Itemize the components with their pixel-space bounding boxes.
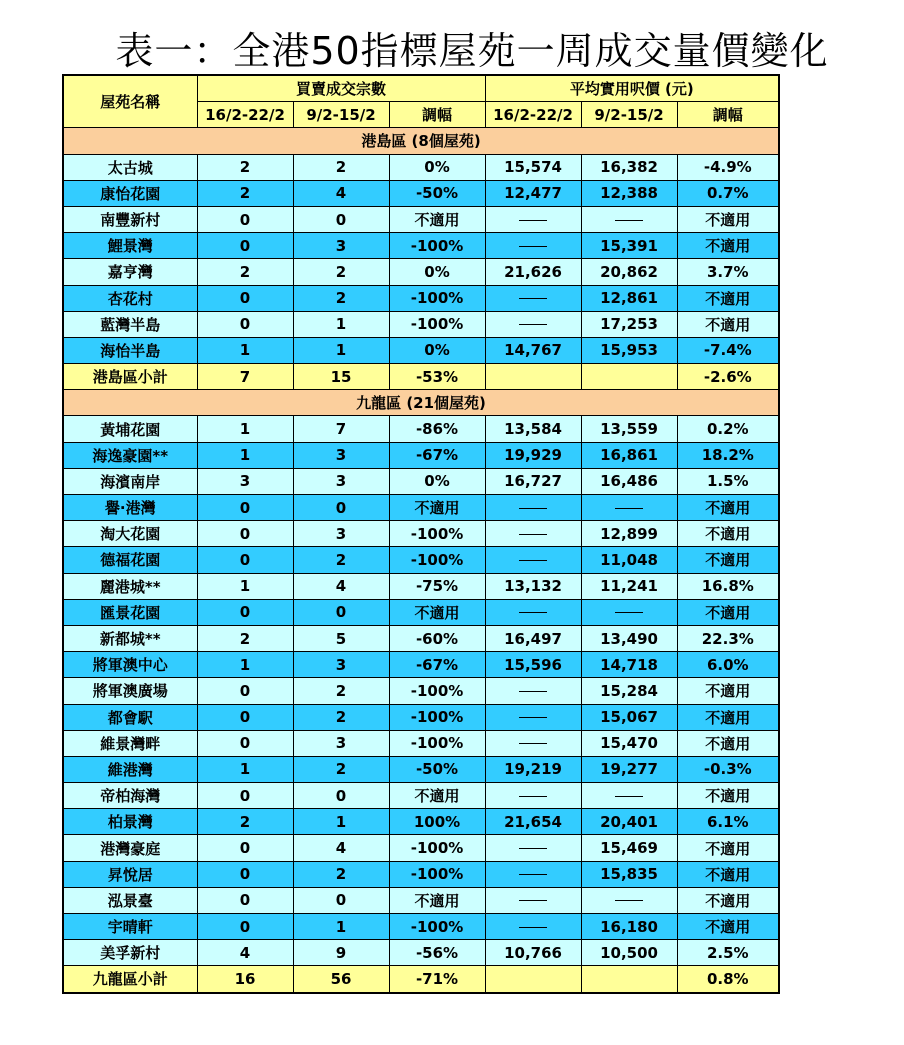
price-period1-cell <box>485 861 581 887</box>
estate-name-cell: 鯉景灣 <box>63 233 197 259</box>
count-period1-cell: 1 <box>197 756 293 782</box>
price-period1-cell <box>485 678 581 704</box>
table-row <box>63 783 779 809</box>
price-change-cell: 0.2% <box>677 416 779 442</box>
subtotal-count-change-cell: -53% <box>389 364 485 390</box>
count-period2-cell: 4 <box>293 180 389 206</box>
price-period1-cell <box>485 233 581 259</box>
table-row <box>63 206 779 232</box>
no-data-dash <box>519 900 547 901</box>
table-row <box>63 678 779 704</box>
price-period1-cell: 16,497 <box>485 625 581 651</box>
count-period2-cell: 3 <box>293 730 389 756</box>
table-row <box>63 311 779 337</box>
price-change-cell: 18.2% <box>677 442 779 468</box>
count-change-cell: 不適用 <box>389 495 485 521</box>
table-row <box>63 416 779 442</box>
table-row <box>63 547 779 573</box>
no-data-dash <box>615 220 643 221</box>
subtotal-estate-name-cell: 九龍區小計 <box>63 966 197 993</box>
estate-name-cell: 匯景花園 <box>63 599 197 625</box>
count-period1-cell: 0 <box>197 547 293 573</box>
subtotal-row <box>63 966 779 993</box>
count-change-cell: -100% <box>389 835 485 861</box>
count-period2-cell: 1 <box>293 311 389 337</box>
table-row <box>63 442 779 468</box>
estate-name-cell: 譽·港灣 <box>63 495 197 521</box>
subtotal-row <box>63 364 779 390</box>
table-row <box>63 180 779 206</box>
price-period1-cell <box>485 547 581 573</box>
count-period1-cell: 0 <box>197 521 293 547</box>
subtotal-price-period2-cell <box>581 364 677 390</box>
count-period1-cell: 1 <box>197 573 293 599</box>
price-period1-cell <box>485 730 581 756</box>
count-period2-cell: 3 <box>293 521 389 547</box>
price-change-cell: 不適用 <box>677 547 779 573</box>
no-data-dash <box>519 612 547 613</box>
estate-name-cell: 海怡半島 <box>63 337 197 363</box>
price-change-cell: 不適用 <box>677 678 779 704</box>
count-period2-cell: 2 <box>293 756 389 782</box>
count-period2-cell: 2 <box>293 154 389 180</box>
no-data-dash <box>615 796 643 797</box>
price-period1-cell <box>485 206 581 232</box>
count-period2-cell: 0 <box>293 495 389 521</box>
count-change-cell: -100% <box>389 704 485 730</box>
no-data-dash <box>615 508 643 509</box>
price-period2-cell: 15,391 <box>581 233 677 259</box>
price-change-cell: 0.7% <box>677 180 779 206</box>
price-period1-cell <box>485 285 581 311</box>
count-period2-cell: 3 <box>293 468 389 494</box>
price-period1-cell: 21,626 <box>485 259 581 285</box>
count-change-cell: -60% <box>389 625 485 651</box>
count-period2-header: 9/2-15/2 <box>293 102 389 128</box>
subtotal-count-period1-cell: 16 <box>197 966 293 993</box>
table-row <box>63 730 779 756</box>
price-period1-cell: 13,584 <box>485 416 581 442</box>
subtotal-price-period2-cell <box>581 966 677 993</box>
price-period1-cell <box>485 521 581 547</box>
price-period1-cell <box>485 835 581 861</box>
count-period1-cell: 1 <box>197 652 293 678</box>
price-change-cell: 2.5% <box>677 940 779 966</box>
price-change-cell: 不適用 <box>677 914 779 940</box>
price-change-cell: 不適用 <box>677 521 779 547</box>
estate-name-cell: 泓景臺 <box>63 887 197 913</box>
price-period2-cell: 16,382 <box>581 154 677 180</box>
price-change-cell: 1.5% <box>677 468 779 494</box>
count-change-cell: -100% <box>389 861 485 887</box>
price-period2-cell: 16,861 <box>581 442 677 468</box>
price-period1-cell: 19,219 <box>485 756 581 782</box>
price-change-cell: 22.3% <box>677 625 779 651</box>
price-period1-cell <box>485 783 581 809</box>
count-change-cell: -50% <box>389 756 485 782</box>
table-row <box>63 468 779 494</box>
subtotal-estate-name-cell: 港島區小計 <box>63 364 197 390</box>
count-change-cell: -100% <box>389 914 485 940</box>
subtotal-count-change-cell: -71% <box>389 966 485 993</box>
subtotal-price-period1-cell <box>485 966 581 993</box>
no-data-dash <box>519 717 547 718</box>
count-period2-cell: 2 <box>293 861 389 887</box>
price-period2-cell: 19,277 <box>581 756 677 782</box>
count-period1-cell: 1 <box>197 442 293 468</box>
count-period2-cell: 0 <box>293 887 389 913</box>
count-change-cell: -56% <box>389 940 485 966</box>
price-period2-header: 9/2-15/2 <box>581 102 677 128</box>
price-period2-cell: 20,862 <box>581 259 677 285</box>
count-period1-cell: 0 <box>197 914 293 940</box>
price-period2-cell: 20,401 <box>581 809 677 835</box>
table-row <box>63 704 779 730</box>
subtotal-price-period1-cell <box>485 364 581 390</box>
price-period2-cell: 10,500 <box>581 940 677 966</box>
count-change-cell: 不適用 <box>389 206 485 232</box>
count-period1-cell: 0 <box>197 599 293 625</box>
estate-name-cell: 港灣豪庭 <box>63 835 197 861</box>
price-period1-cell: 10,766 <box>485 940 581 966</box>
table-row <box>63 625 779 651</box>
table-row <box>63 652 779 678</box>
price-period1-cell: 21,654 <box>485 809 581 835</box>
count-period2-cell: 0 <box>293 599 389 625</box>
table-row <box>63 573 779 599</box>
price-change-cell: 不適用 <box>677 311 779 337</box>
estate-name-cell: 黃埔花園 <box>63 416 197 442</box>
count-change-cell: -67% <box>389 442 485 468</box>
count-change-cell: -100% <box>389 233 485 259</box>
price-change-cell: 6.1% <box>677 809 779 835</box>
no-data-dash <box>519 874 547 875</box>
price-period2-cell: 15,284 <box>581 678 677 704</box>
price-change-cell: 不適用 <box>677 206 779 232</box>
table-row <box>63 809 779 835</box>
no-data-dash <box>615 612 643 613</box>
price-period2-cell: 15,953 <box>581 337 677 363</box>
price-period2-cell: 15,469 <box>581 835 677 861</box>
price-period2-cell <box>581 783 677 809</box>
count-period2-cell: 0 <box>293 206 389 232</box>
count-period1-cell: 1 <box>197 416 293 442</box>
price-period2-cell: 12,861 <box>581 285 677 311</box>
table-row <box>63 285 779 311</box>
estate-name-cell: 將軍澳廣場 <box>63 678 197 704</box>
section-label: 港島區 (8個屋苑) <box>63 128 779 154</box>
count-period1-cell: 0 <box>197 678 293 704</box>
subtotal-price-change-cell: 0.8% <box>677 966 779 993</box>
count-period1-cell: 0 <box>197 730 293 756</box>
table-row <box>63 337 779 363</box>
count-change-cell: 不適用 <box>389 599 485 625</box>
page-title: 表一：全港50指標屋苑一周成交量價變化 <box>115 29 829 73</box>
no-data-dash <box>519 298 547 299</box>
no-data-dash <box>615 900 643 901</box>
price-period2-cell <box>581 599 677 625</box>
count-change-cell: 100% <box>389 809 485 835</box>
header-row-1 <box>63 75 779 102</box>
count-change-cell: 不適用 <box>389 783 485 809</box>
price-period2-cell <box>581 206 677 232</box>
count-period1-cell: 2 <box>197 259 293 285</box>
count-change-cell: -100% <box>389 285 485 311</box>
price-period2-cell: 16,486 <box>581 468 677 494</box>
estate-name-header: 屋苑名稱 <box>63 75 197 128</box>
table-row <box>63 154 779 180</box>
no-data-dash <box>519 324 547 325</box>
count-change-cell: -50% <box>389 180 485 206</box>
count-period1-cell: 0 <box>197 285 293 311</box>
count-period2-cell: 1 <box>293 809 389 835</box>
count-period2-cell: 1 <box>293 337 389 363</box>
transaction-table <box>62 74 780 994</box>
count-period1-cell: 0 <box>197 861 293 887</box>
count-period1-header: 16/2-22/2 <box>197 102 293 128</box>
price-period2-cell: 13,559 <box>581 416 677 442</box>
price-period1-cell <box>485 495 581 521</box>
count-period2-cell: 4 <box>293 573 389 599</box>
subtotal-count-period1-cell: 7 <box>197 364 293 390</box>
count-change-cell: -67% <box>389 652 485 678</box>
price-period1-cell <box>485 311 581 337</box>
price-change-cell: 不適用 <box>677 887 779 913</box>
price-period1-cell <box>485 599 581 625</box>
estate-name-cell: 杏花村 <box>63 285 197 311</box>
count-period1-cell: 2 <box>197 809 293 835</box>
price-change-cell: 不適用 <box>677 835 779 861</box>
no-data-dash <box>519 927 547 928</box>
estate-name-cell: 維港灣 <box>63 756 197 782</box>
count-change-cell: 不適用 <box>389 887 485 913</box>
count-period1-cell: 0 <box>197 783 293 809</box>
count-period1-cell: 2 <box>197 180 293 206</box>
estate-name-cell: 淘大花園 <box>63 521 197 547</box>
estate-name-cell: 維景灣畔 <box>63 730 197 756</box>
count-period2-cell: 5 <box>293 625 389 651</box>
count-change-cell: -100% <box>389 547 485 573</box>
count-period1-cell: 0 <box>197 206 293 232</box>
price-change-cell: 不適用 <box>677 285 779 311</box>
estate-name-cell: 南豐新村 <box>63 206 197 232</box>
count-period2-cell: 9 <box>293 940 389 966</box>
subtotal-count-period2-cell: 56 <box>293 966 389 993</box>
estate-name-cell: 嘉亨灣 <box>63 259 197 285</box>
table-row <box>63 259 779 285</box>
price-period2-cell: 15,470 <box>581 730 677 756</box>
price-period2-cell: 15,835 <box>581 861 677 887</box>
table-row <box>63 835 779 861</box>
count-period2-cell: 2 <box>293 678 389 704</box>
estate-name-cell: 宇晴軒 <box>63 914 197 940</box>
count-period2-cell: 2 <box>293 704 389 730</box>
table-body <box>63 128 779 993</box>
no-data-dash <box>519 743 547 744</box>
price-period2-cell: 15,067 <box>581 704 677 730</box>
estate-name-cell: 海逸豪園** <box>63 442 197 468</box>
estate-name-cell: 德福花園 <box>63 547 197 573</box>
estate-name-cell: 新都城** <box>63 625 197 651</box>
section-header-row <box>63 128 779 154</box>
estate-name-cell: 海濱南岸 <box>63 468 197 494</box>
count-period2-cell: 3 <box>293 652 389 678</box>
count-period1-cell: 3 <box>197 468 293 494</box>
section-label: 九龍區 (21個屋苑) <box>63 390 779 416</box>
no-data-dash <box>519 796 547 797</box>
estate-name-cell: 帝柏海灣 <box>63 783 197 809</box>
count-period1-cell: 0 <box>197 704 293 730</box>
table-row <box>63 756 779 782</box>
count-period1-cell: 2 <box>197 154 293 180</box>
count-period2-cell: 1 <box>293 914 389 940</box>
estate-name-cell: 藍灣半島 <box>63 311 197 337</box>
price-period1-cell: 16,727 <box>485 468 581 494</box>
table-row <box>63 495 779 521</box>
section-header-row <box>63 390 779 416</box>
table-row <box>63 940 779 966</box>
price-period1-cell <box>485 704 581 730</box>
price-change-cell: 不適用 <box>677 861 779 887</box>
price-change-cell: -4.9% <box>677 154 779 180</box>
estate-name-cell: 將軍澳中心 <box>63 652 197 678</box>
count-period1-cell: 1 <box>197 337 293 363</box>
count-period2-cell: 7 <box>293 416 389 442</box>
price-change-cell: 3.7% <box>677 259 779 285</box>
no-data-dash <box>519 848 547 849</box>
estate-name-cell: 太古城 <box>63 154 197 180</box>
count-period2-cell: 0 <box>293 783 389 809</box>
price-period1-cell <box>485 887 581 913</box>
no-data-dash <box>519 508 547 509</box>
estate-name-cell: 美孚新村 <box>63 940 197 966</box>
price-period2-cell: 12,388 <box>581 180 677 206</box>
count-change-cell: 0% <box>389 154 485 180</box>
estate-name-cell: 昇悅居 <box>63 861 197 887</box>
price-period1-cell: 13,132 <box>485 573 581 599</box>
count-period2-cell: 2 <box>293 547 389 573</box>
transactions-group-header: 買賣成交宗數 <box>197 75 485 102</box>
count-period1-cell: 0 <box>197 233 293 259</box>
no-data-dash <box>519 246 547 247</box>
estate-name-cell: 麗港城** <box>63 573 197 599</box>
price-change-cell: -0.3% <box>677 756 779 782</box>
price-period2-cell: 11,241 <box>581 573 677 599</box>
no-data-dash <box>519 691 547 692</box>
price-change-cell: 16.8% <box>677 573 779 599</box>
count-period1-cell: 0 <box>197 311 293 337</box>
count-change-cell: 0% <box>389 259 485 285</box>
count-period1-cell: 4 <box>197 940 293 966</box>
count-period1-cell: 0 <box>197 835 293 861</box>
count-period2-cell: 3 <box>293 233 389 259</box>
price-change-cell: 不適用 <box>677 783 779 809</box>
price-change-cell: 不適用 <box>677 599 779 625</box>
estate-name-cell: 都會駅 <box>63 704 197 730</box>
count-period2-cell: 4 <box>293 835 389 861</box>
price-period2-cell: 14,718 <box>581 652 677 678</box>
price-change-cell: 6.0% <box>677 652 779 678</box>
count-change-cell: -100% <box>389 521 485 547</box>
price-period1-cell: 14,767 <box>485 337 581 363</box>
count-period1-cell: 2 <box>197 625 293 651</box>
price-change-cell: -7.4% <box>677 337 779 363</box>
price-change-header: 調幅 <box>677 102 779 128</box>
table-row <box>63 861 779 887</box>
price-period1-header: 16/2-22/2 <box>485 102 581 128</box>
count-period2-cell: 2 <box>293 285 389 311</box>
price-change-cell: 不適用 <box>677 233 779 259</box>
count-change-cell: 0% <box>389 468 485 494</box>
no-data-dash <box>519 560 547 561</box>
price-period1-cell: 15,596 <box>485 652 581 678</box>
avg-price-group-header: 平均實用呎價 (元) <box>485 75 779 102</box>
no-data-dash <box>519 534 547 535</box>
count-period2-cell: 2 <box>293 259 389 285</box>
price-change-cell: 不適用 <box>677 730 779 756</box>
price-period2-cell <box>581 887 677 913</box>
price-change-cell: 不適用 <box>677 704 779 730</box>
count-change-cell: -100% <box>389 311 485 337</box>
count-change-cell: 0% <box>389 337 485 363</box>
price-period2-cell <box>581 495 677 521</box>
price-period2-cell: 16,180 <box>581 914 677 940</box>
table-row <box>63 914 779 940</box>
count-period2-cell: 3 <box>293 442 389 468</box>
price-period2-cell: 17,253 <box>581 311 677 337</box>
price-period1-cell: 19,929 <box>485 442 581 468</box>
count-change-cell: -100% <box>389 730 485 756</box>
price-period2-cell: 11,048 <box>581 547 677 573</box>
count-change-cell: -86% <box>389 416 485 442</box>
estate-name-cell: 柏景灣 <box>63 809 197 835</box>
subtotal-count-period2-cell: 15 <box>293 364 389 390</box>
table-row <box>63 521 779 547</box>
count-period1-cell: 0 <box>197 887 293 913</box>
count-change-header: 調幅 <box>389 102 485 128</box>
table-row <box>63 887 779 913</box>
count-change-cell: -75% <box>389 573 485 599</box>
price-change-cell: 不適用 <box>677 495 779 521</box>
table-row <box>63 233 779 259</box>
price-period2-cell: 13,490 <box>581 625 677 651</box>
price-period1-cell <box>485 914 581 940</box>
price-period1-cell: 15,574 <box>485 154 581 180</box>
count-change-cell: -100% <box>389 678 485 704</box>
count-period1-cell: 0 <box>197 495 293 521</box>
subtotal-price-change-cell: -2.6% <box>677 364 779 390</box>
table-row <box>63 599 779 625</box>
price-period2-cell: 12,899 <box>581 521 677 547</box>
price-period1-cell: 12,477 <box>485 180 581 206</box>
no-data-dash <box>519 220 547 221</box>
estate-name-cell: 康怡花園 <box>63 180 197 206</box>
